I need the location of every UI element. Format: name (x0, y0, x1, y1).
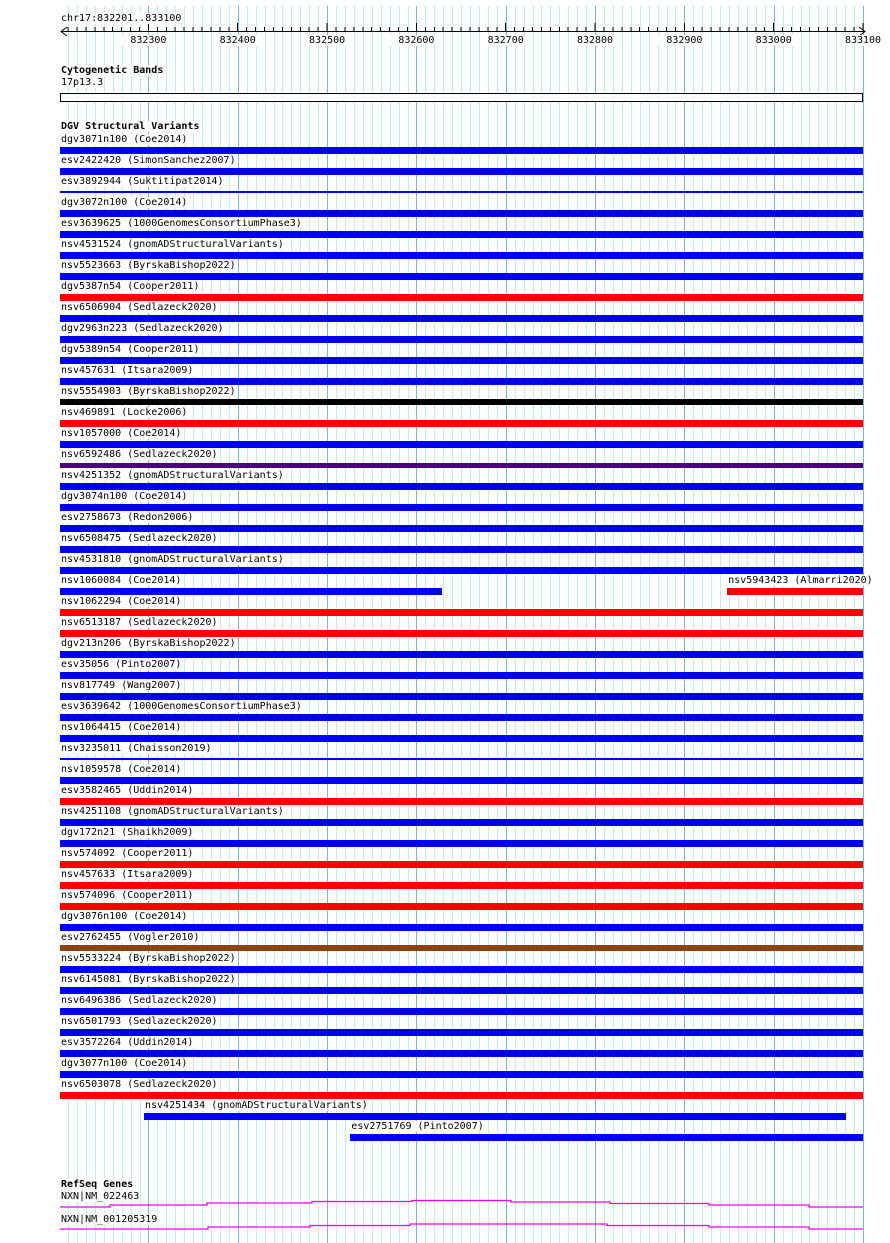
variant-bar[interactable] (60, 357, 863, 364)
variant-label[interactable]: nsv574096 (Cooper2011) (61, 890, 194, 901)
variant-bar[interactable] (60, 294, 863, 301)
variant-label[interactable]: nsv4251352 (gnomADStructuralVariants) (61, 470, 284, 481)
ruler-tick-label: 833100 (837, 35, 889, 46)
region-title: chr17:832201..833100 (61, 13, 182, 24)
variant-bar[interactable] (60, 315, 863, 322)
variant-label[interactable]: nsv574092 (Cooper2011) (61, 848, 194, 859)
variant-bar[interactable] (144, 1113, 846, 1120)
variant-bar[interactable] (60, 714, 863, 721)
variant-bar[interactable] (60, 420, 863, 427)
variant-bar[interactable] (60, 609, 863, 616)
variant-label[interactable]: nsv6506904 (Sedlazeck2020) (61, 302, 218, 313)
variant-bar[interactable] (60, 252, 863, 259)
variant-label[interactable]: dgv3071n100 (Coe2014) (61, 134, 188, 145)
variant-bar[interactable] (60, 1008, 863, 1015)
variant-label[interactable]: nsv5533224 (ByrskaBishop2022) (61, 953, 236, 964)
ruler-left-arrow-icon (61, 27, 67, 36)
variant-label[interactable]: nsv1064415 (Coe2014) (61, 722, 182, 733)
variant-label[interactable]: esv35056 (Pinto2007) (61, 659, 182, 670)
cytogenetic-band-rect[interactable] (60, 93, 863, 102)
variant-bar[interactable] (60, 758, 863, 760)
variant-bar[interactable] (60, 882, 863, 889)
variant-bar[interactable] (60, 231, 863, 238)
variant-label[interactable]: nsv6496386 (Sedlazeck2020) (61, 995, 218, 1006)
variant-label[interactable]: esv2751769 (Pinto2007) (351, 1121, 484, 1132)
ruler-tick-label: 832300 (122, 35, 174, 46)
variant-label[interactable]: esv3892944 (Suktitipat2014) (61, 176, 224, 187)
variant-label[interactable]: nsv6503078 (Sedlazeck2020) (61, 1079, 218, 1090)
variant-label[interactable]: esv2422420 (SimonSanchez2007) (61, 155, 236, 166)
variant-bar[interactable] (60, 399, 863, 405)
variant-label[interactable]: nsv469891 (Locke2006) (61, 407, 188, 418)
variant-label[interactable]: nsv1059578 (Coe2014) (61, 764, 182, 775)
variant-bar[interactable] (60, 147, 863, 154)
ruler-tick-label: 832800 (569, 35, 621, 46)
variant-bar[interactable] (60, 651, 863, 658)
variant-label[interactable]: esv3572264 (Uddin2014) (61, 1037, 194, 1048)
gridline-major (863, 6, 864, 1243)
variant-label[interactable]: nsv4531810 (gnomADStructuralVariants) (61, 554, 284, 565)
variant-label[interactable]: nsv5943423 (Almarri2020) (728, 575, 873, 586)
variant-bar[interactable] (60, 840, 863, 847)
variant-bar[interactable] (60, 588, 442, 595)
variant-label[interactable]: nsv6145081 (ByrskaBishop2022) (61, 974, 236, 985)
variant-label[interactable]: esv3639642 (1000GenomesConsortiumPhase3) (61, 701, 302, 712)
variant-label[interactable]: esv3639625 (1000GenomesConsortiumPhase3) (61, 218, 302, 229)
ruler-tick-label: 832900 (658, 35, 710, 46)
variant-bar[interactable] (60, 693, 863, 700)
ruler-tick-label: 832400 (212, 35, 264, 46)
variant-label[interactable]: nsv6513187 (Sedlazeck2020) (61, 617, 218, 628)
variant-label[interactable]: nsv457633 (Itsara2009) (61, 869, 194, 880)
variant-label[interactable]: dgv3077n100 (Coe2014) (61, 1058, 188, 1069)
variant-label[interactable]: nsv817749 (Wang2007) (61, 680, 182, 691)
variant-label[interactable]: nsv1062294 (Coe2014) (61, 596, 182, 607)
variant-bar[interactable] (60, 1071, 863, 1078)
variant-bar[interactable] (60, 966, 863, 973)
variant-bar[interactable] (60, 798, 863, 805)
ruler-tick-label: 832700 (480, 35, 532, 46)
variant-bar[interactable] (60, 336, 863, 343)
variant-bar[interactable] (60, 735, 863, 742)
variant-bar[interactable] (60, 924, 863, 931)
refseq-section-header: RefSeq Genes (61, 1179, 134, 1190)
variant-bar[interactable] (350, 1134, 863, 1141)
variant-bar[interactable] (60, 1050, 863, 1057)
variant-label[interactable]: dgv3076n100 (Coe2014) (61, 911, 188, 922)
variant-bar[interactable] (60, 168, 863, 175)
variant-bar[interactable] (727, 588, 863, 595)
variant-bar[interactable] (60, 903, 863, 910)
variant-label[interactable]: dgv5387n54 (Cooper2011) (61, 281, 200, 292)
variant-label[interactable]: dgv2963n223 (Sedlazeck2020) (61, 323, 224, 334)
variant-bar[interactable] (60, 463, 863, 468)
variant-bar[interactable] (60, 546, 863, 553)
variant-bar[interactable] (60, 525, 863, 532)
variant-label[interactable]: nsv3235011 (Chaisson2019) (61, 743, 212, 754)
variant-label[interactable]: nsv5523663 (ByrskaBishop2022) (61, 260, 236, 271)
variant-label[interactable]: nsv5554903 (ByrskaBishop2022) (61, 386, 236, 397)
variant-bar[interactable] (60, 987, 863, 994)
variant-bar[interactable] (60, 441, 863, 448)
refseq-gene-label[interactable]: NXN|NM_022463 (61, 1191, 140, 1202)
variant-bar[interactable] (60, 483, 863, 490)
variant-bar[interactable] (60, 191, 863, 193)
variant-bar[interactable] (60, 210, 863, 217)
variant-label[interactable]: nsv1057000 (Coe2014) (61, 428, 182, 439)
variant-label[interactable]: dgv3074n100 (Coe2014) (61, 491, 188, 502)
variant-bar[interactable] (60, 945, 863, 951)
refseq-gene-label[interactable]: NXN|NM_001205319 (61, 1214, 158, 1225)
variant-label[interactable]: nsv4251108 (gnomADStructuralVariants) (61, 806, 284, 817)
variant-bar[interactable] (60, 777, 863, 784)
variant-bar[interactable] (60, 630, 863, 637)
variant-bar[interactable] (60, 1029, 863, 1036)
variant-bar[interactable] (60, 672, 863, 679)
variant-label[interactable]: esv2758673 (Redon2006) (61, 512, 194, 523)
ruler-tick-label: 833000 (748, 35, 800, 46)
variant-label[interactable]: nsv6592486 (Sedlazeck2020) (61, 449, 218, 460)
variant-label[interactable]: nsv6501793 (Sedlazeck2020) (61, 1016, 218, 1027)
variant-bar[interactable] (60, 504, 863, 511)
variant-bar[interactable] (60, 1092, 863, 1099)
variant-label[interactable]: dgv3072n100 (Coe2014) (61, 197, 188, 208)
variant-bar[interactable] (60, 819, 863, 826)
variant-label[interactable]: esv3582465 (Uddin2014) (61, 785, 194, 796)
variant-bar[interactable] (60, 567, 863, 574)
ruler-tick-label: 832600 (390, 35, 442, 46)
variant-bar[interactable] (60, 378, 863, 385)
variant-bar[interactable] (60, 861, 863, 868)
variant-label[interactable]: nsv4251434 (gnomADStructuralVariants) (145, 1100, 368, 1111)
variant-label[interactable]: dgv5389n54 (Cooper2011) (61, 344, 200, 355)
variant-label[interactable]: nsv6508475 (Sedlazeck2020) (61, 533, 218, 544)
cytogenetic-band-label: 17p13.3 (61, 77, 104, 88)
variant-label[interactable]: nsv457631 (Itsara2009) (61, 365, 194, 376)
variant-bar[interactable] (60, 273, 863, 280)
variant-label[interactable]: nsv1060084 (Coe2014) (61, 575, 182, 586)
variant-label[interactable]: dgv172n21 (Shaikh2009) (61, 827, 194, 838)
variant-label[interactable]: nsv4531524 (gnomADStructuralVariants) (61, 239, 284, 250)
ruler-tick-label: 832500 (301, 35, 353, 46)
variant-label[interactable]: dgv213n206 (ByrskaBishop2022) (61, 638, 236, 649)
dgv-section-header: DGV Structural Variants (61, 121, 200, 132)
variant-label[interactable]: esv2762455 (Vogler2010) (61, 932, 200, 943)
cytogenetic-bands-header: Cytogenetic Bands (61, 65, 164, 76)
